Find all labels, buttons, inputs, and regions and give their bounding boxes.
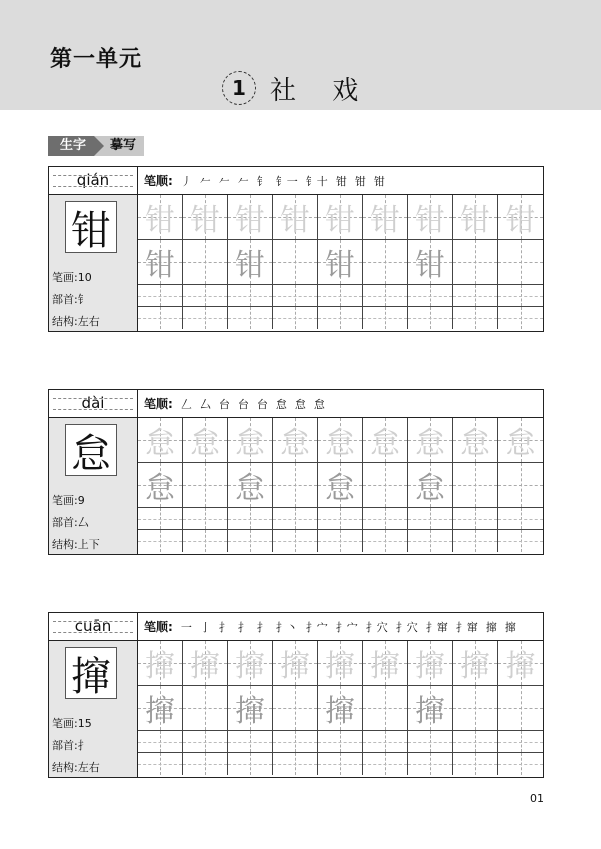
writing-cell[interactable] bbox=[273, 463, 318, 508]
writing-cell[interactable] bbox=[228, 285, 273, 307]
writing-cell[interactable] bbox=[228, 418, 273, 463]
structure: 上下 bbox=[77, 538, 100, 551]
page-number: 01 bbox=[530, 792, 544, 805]
stroke-count: 9 bbox=[77, 494, 85, 507]
copy-character: 撺 bbox=[235, 694, 265, 729]
writing-cell[interactable] bbox=[138, 195, 183, 240]
writing-cell[interactable] bbox=[273, 686, 318, 731]
stroke-count-line: 笔画:10 bbox=[52, 271, 92, 284]
writing-cell[interactable] bbox=[318, 285, 363, 307]
writing-cell[interactable] bbox=[183, 463, 228, 508]
trace-character: 怠 bbox=[325, 426, 355, 461]
writing-cell[interactable] bbox=[138, 686, 183, 731]
writing-grid bbox=[138, 195, 543, 331]
radical-line: 部首:钅 bbox=[52, 293, 89, 306]
section-tag-primary: 生字 bbox=[48, 136, 94, 156]
writing-cell[interactable] bbox=[138, 641, 183, 686]
copy-character: 撺 bbox=[325, 694, 355, 729]
section-tag-secondary: 摹写 bbox=[94, 136, 144, 156]
writing-cell[interactable] bbox=[318, 418, 363, 463]
structure: 左右 bbox=[77, 315, 100, 328]
writing-cell[interactable] bbox=[408, 285, 453, 307]
writing-cell[interactable] bbox=[498, 508, 543, 530]
writing-cell[interactable] bbox=[138, 418, 183, 463]
character-info-panel bbox=[49, 418, 138, 554]
trace-character: 撺 bbox=[460, 649, 490, 684]
writing-cell[interactable] bbox=[408, 530, 453, 552]
radical-line: 部首:扌 bbox=[52, 739, 89, 752]
trace-character: 怠 bbox=[370, 426, 400, 461]
stroke-order-label: 笔顺: bbox=[144, 174, 173, 188]
writing-cell[interactable] bbox=[318, 731, 363, 753]
stroke-step: 扌 bbox=[256, 620, 268, 634]
stroke-step: 怠 bbox=[313, 397, 325, 411]
writing-grid bbox=[138, 641, 543, 777]
writing-cell[interactable] bbox=[408, 753, 453, 775]
stroke-count-line: 笔画:15 bbox=[52, 717, 92, 730]
writing-cell[interactable] bbox=[453, 240, 498, 285]
trace-character: 钳 bbox=[190, 203, 220, 238]
writing-cell[interactable] bbox=[273, 285, 318, 307]
lesson-number: 1 bbox=[222, 71, 256, 105]
stroke-step: 钳 bbox=[335, 174, 347, 188]
writing-cell[interactable] bbox=[363, 731, 408, 753]
radical-line: 部首:厶 bbox=[52, 516, 89, 529]
writing-cell[interactable] bbox=[183, 641, 228, 686]
writing-cell[interactable] bbox=[228, 463, 273, 508]
stroke-step: 撺 bbox=[485, 620, 497, 634]
radical: 扌 bbox=[77, 739, 89, 752]
writing-cell[interactable] bbox=[453, 641, 498, 686]
trace-character: 钳 bbox=[280, 203, 310, 238]
writing-cell[interactable] bbox=[498, 753, 543, 775]
stroke-order-row bbox=[138, 613, 543, 641]
writing-cell[interactable] bbox=[273, 530, 318, 552]
writing-cell[interactable] bbox=[183, 686, 228, 731]
writing-cell[interactable] bbox=[408, 731, 453, 753]
copy-character: 怠 bbox=[235, 471, 265, 506]
trace-character: 撺 bbox=[370, 649, 400, 684]
writing-cell[interactable] bbox=[183, 418, 228, 463]
trace-character: 钳 bbox=[505, 203, 536, 238]
writing-cell[interactable] bbox=[498, 418, 543, 463]
stroke-step: 台 bbox=[237, 397, 249, 411]
writing-cell[interactable] bbox=[453, 731, 498, 753]
section-tag bbox=[48, 136, 144, 156]
writing-cell[interactable] bbox=[408, 641, 453, 686]
writing-cell[interactable] bbox=[453, 195, 498, 240]
writing-cell[interactable] bbox=[228, 240, 273, 285]
writing-cell[interactable] bbox=[138, 307, 183, 329]
writing-cell[interactable] bbox=[363, 686, 408, 731]
writing-cell[interactable] bbox=[498, 641, 543, 686]
writing-cell[interactable] bbox=[318, 530, 363, 552]
trace-character: 钳 bbox=[460, 203, 490, 238]
stroke-step: 丿 bbox=[180, 174, 192, 188]
writing-cell[interactable] bbox=[408, 195, 453, 240]
writing-cell[interactable] bbox=[363, 418, 408, 463]
copy-character: 怠 bbox=[415, 471, 445, 506]
lesson-title: 社 戏 bbox=[270, 75, 373, 106]
writing-cell[interactable] bbox=[408, 307, 453, 329]
writing-cell[interactable] bbox=[228, 731, 273, 753]
writing-cell[interactable] bbox=[408, 508, 453, 530]
writing-cell[interactable] bbox=[228, 753, 273, 775]
trace-character: 钳 bbox=[415, 203, 445, 238]
stroke-step: 钅十 bbox=[305, 174, 328, 188]
stroke-step: 𠃋 bbox=[180, 397, 192, 411]
trace-character: 怠 bbox=[415, 426, 445, 461]
stroke-step: 𠂉 bbox=[237, 174, 249, 188]
trace-character: 撺 bbox=[190, 649, 220, 684]
character-block bbox=[48, 166, 544, 332]
writing-cell[interactable] bbox=[183, 530, 228, 552]
trace-character: 钳 bbox=[145, 203, 175, 238]
writing-cell[interactable] bbox=[228, 508, 273, 530]
stroke-order-label: 笔顺: bbox=[144, 620, 173, 634]
stroke-step: 扌 bbox=[218, 620, 230, 634]
stroke-count: 10 bbox=[77, 271, 92, 284]
copy-character: 撺 bbox=[145, 694, 175, 729]
writing-cell[interactable] bbox=[363, 508, 408, 530]
stroke-step: 扌宀 bbox=[305, 620, 328, 634]
stroke-count: 15 bbox=[77, 717, 92, 730]
writing-cell[interactable] bbox=[183, 195, 228, 240]
character-block bbox=[48, 389, 544, 555]
writing-cell[interactable] bbox=[138, 463, 183, 508]
pinyin: cuān bbox=[49, 613, 138, 641]
writing-cell[interactable] bbox=[273, 418, 318, 463]
stroke-step: 怠 bbox=[294, 397, 306, 411]
writing-cell[interactable] bbox=[318, 195, 363, 240]
writing-cell[interactable] bbox=[273, 641, 318, 686]
writing-cell[interactable] bbox=[228, 307, 273, 329]
stroke-count-line: 笔画:9 bbox=[52, 494, 85, 507]
writing-cell[interactable] bbox=[453, 508, 498, 530]
trace-character: 钳 bbox=[325, 203, 355, 238]
writing-cell[interactable] bbox=[363, 530, 408, 552]
character-info-panel bbox=[49, 641, 138, 777]
structure-line: 结构:左右 bbox=[52, 761, 100, 774]
writing-cell[interactable] bbox=[408, 240, 453, 285]
model-character: 怠 bbox=[65, 424, 117, 476]
trace-character: 怠 bbox=[505, 426, 536, 461]
stroke-step: 扌 bbox=[237, 620, 249, 634]
stroke-order-row bbox=[138, 390, 543, 418]
copy-character: 钳 bbox=[325, 248, 355, 283]
radical: 厶 bbox=[77, 516, 89, 529]
copy-character: 怠 bbox=[145, 471, 175, 506]
writing-cell[interactable] bbox=[408, 686, 453, 731]
copy-character: 钳 bbox=[235, 248, 265, 283]
pinyin: qián bbox=[49, 167, 138, 195]
writing-cell[interactable] bbox=[138, 240, 183, 285]
writing-cell[interactable] bbox=[318, 463, 363, 508]
writing-cell[interactable] bbox=[498, 686, 543, 731]
stroke-order-row bbox=[138, 167, 543, 195]
writing-cell[interactable] bbox=[318, 508, 363, 530]
stroke-step: 厶 bbox=[199, 397, 211, 411]
writing-cell[interactable] bbox=[318, 240, 363, 285]
writing-cell[interactable] bbox=[228, 641, 273, 686]
writing-cell[interactable] bbox=[453, 418, 498, 463]
stroke-step: 钅一 bbox=[275, 174, 298, 188]
writing-cell[interactable] bbox=[363, 463, 408, 508]
writing-cell[interactable] bbox=[228, 530, 273, 552]
writing-cell[interactable] bbox=[498, 463, 543, 508]
writing-cell[interactable] bbox=[498, 285, 543, 307]
writing-grid bbox=[138, 418, 543, 554]
writing-cell[interactable] bbox=[363, 753, 408, 775]
writing-cell[interactable] bbox=[138, 508, 183, 530]
character-block bbox=[48, 612, 544, 778]
writing-cell[interactable] bbox=[498, 195, 543, 240]
writing-cell[interactable] bbox=[183, 508, 228, 530]
trace-character: 撺 bbox=[415, 649, 445, 684]
stroke-step: 钳 bbox=[373, 174, 385, 188]
stroke-step: 台 bbox=[256, 397, 268, 411]
writing-cell[interactable] bbox=[363, 240, 408, 285]
trace-character: 怠 bbox=[280, 426, 310, 461]
writing-cell[interactable] bbox=[363, 641, 408, 686]
stroke-step: 扌穴 bbox=[365, 620, 388, 634]
stroke-step: 𠂉 bbox=[218, 174, 230, 188]
writing-cell[interactable] bbox=[453, 285, 498, 307]
unit-title: 第一单元 bbox=[50, 47, 143, 72]
stroke-step: 扌窜 bbox=[425, 620, 448, 634]
trace-character: 撺 bbox=[280, 649, 310, 684]
trace-character: 钳 bbox=[235, 203, 265, 238]
writing-cell[interactable] bbox=[273, 508, 318, 530]
writing-cell[interactable] bbox=[498, 731, 543, 753]
stroke-step: 𠂉 bbox=[199, 174, 211, 188]
writing-cell[interactable] bbox=[408, 418, 453, 463]
writing-cell[interactable] bbox=[228, 195, 273, 240]
stroke-step: 撺 bbox=[504, 620, 516, 634]
model-character: 撺 bbox=[65, 647, 117, 699]
writing-cell[interactable] bbox=[183, 240, 228, 285]
writing-cell[interactable] bbox=[498, 240, 543, 285]
writing-cell[interactable] bbox=[363, 285, 408, 307]
writing-cell[interactable] bbox=[408, 463, 453, 508]
trace-character: 撺 bbox=[505, 649, 536, 684]
writing-cell[interactable] bbox=[453, 686, 498, 731]
stroke-step: 亅 bbox=[199, 620, 211, 634]
writing-cell[interactable] bbox=[273, 240, 318, 285]
trace-character: 撺 bbox=[235, 649, 265, 684]
writing-cell[interactable] bbox=[318, 753, 363, 775]
writing-cell[interactable] bbox=[183, 307, 228, 329]
trace-character: 撺 bbox=[325, 649, 355, 684]
writing-cell[interactable] bbox=[273, 753, 318, 775]
writing-cell[interactable] bbox=[498, 530, 543, 552]
stroke-step: 台 bbox=[218, 397, 230, 411]
stroke-step: 扌窜 bbox=[455, 620, 478, 634]
stroke-step: 怠 bbox=[275, 397, 287, 411]
writing-cell[interactable] bbox=[273, 731, 318, 753]
writing-cell[interactable] bbox=[183, 731, 228, 753]
pinyin: dài bbox=[49, 390, 138, 418]
copy-character: 怠 bbox=[325, 471, 355, 506]
writing-cell[interactable] bbox=[273, 307, 318, 329]
writing-cell[interactable] bbox=[138, 285, 183, 307]
stroke-step: 扌穴 bbox=[395, 620, 418, 634]
writing-cell[interactable] bbox=[318, 686, 363, 731]
stroke-step: 钅 bbox=[256, 174, 268, 188]
copy-character: 钳 bbox=[145, 248, 175, 283]
writing-cell[interactable] bbox=[318, 307, 363, 329]
structure-line: 结构:左右 bbox=[52, 315, 100, 328]
trace-character: 钳 bbox=[370, 203, 400, 238]
stroke-step: 扌宀 bbox=[335, 620, 358, 634]
trace-character: 怠 bbox=[235, 426, 265, 461]
writing-cell[interactable] bbox=[363, 307, 408, 329]
character-info-panel bbox=[49, 195, 138, 331]
writing-cell[interactable] bbox=[363, 195, 408, 240]
writing-cell[interactable] bbox=[453, 463, 498, 508]
writing-cell[interactable] bbox=[453, 753, 498, 775]
writing-cell[interactable] bbox=[138, 731, 183, 753]
writing-cell[interactable] bbox=[273, 195, 318, 240]
writing-cell[interactable] bbox=[183, 285, 228, 307]
writing-cell[interactable] bbox=[138, 530, 183, 552]
trace-character: 怠 bbox=[145, 426, 175, 461]
writing-cell[interactable] bbox=[453, 307, 498, 329]
writing-cell[interactable] bbox=[498, 307, 543, 329]
writing-cell[interactable] bbox=[183, 753, 228, 775]
stroke-step: 钳 bbox=[354, 174, 366, 188]
stroke-step: 扌丶 bbox=[275, 620, 298, 634]
writing-cell[interactable] bbox=[453, 530, 498, 552]
structure: 左右 bbox=[77, 761, 100, 774]
stroke-order-label: 笔顺: bbox=[144, 397, 173, 411]
copy-character: 撺 bbox=[415, 694, 445, 729]
lesson-heading bbox=[222, 70, 372, 106]
structure-line: 结构:上下 bbox=[52, 538, 100, 551]
trace-character: 怠 bbox=[190, 426, 220, 461]
trace-character: 怠 bbox=[460, 426, 490, 461]
page-header bbox=[0, 0, 601, 110]
radical: 钅 bbox=[77, 293, 89, 306]
model-character: 钳 bbox=[65, 201, 117, 253]
writing-cell[interactable] bbox=[318, 641, 363, 686]
copy-character: 钳 bbox=[415, 248, 445, 283]
writing-cell[interactable] bbox=[228, 686, 273, 731]
writing-cell[interactable] bbox=[138, 753, 183, 775]
stroke-step: 一 bbox=[180, 620, 192, 634]
trace-character: 撺 bbox=[145, 649, 175, 684]
